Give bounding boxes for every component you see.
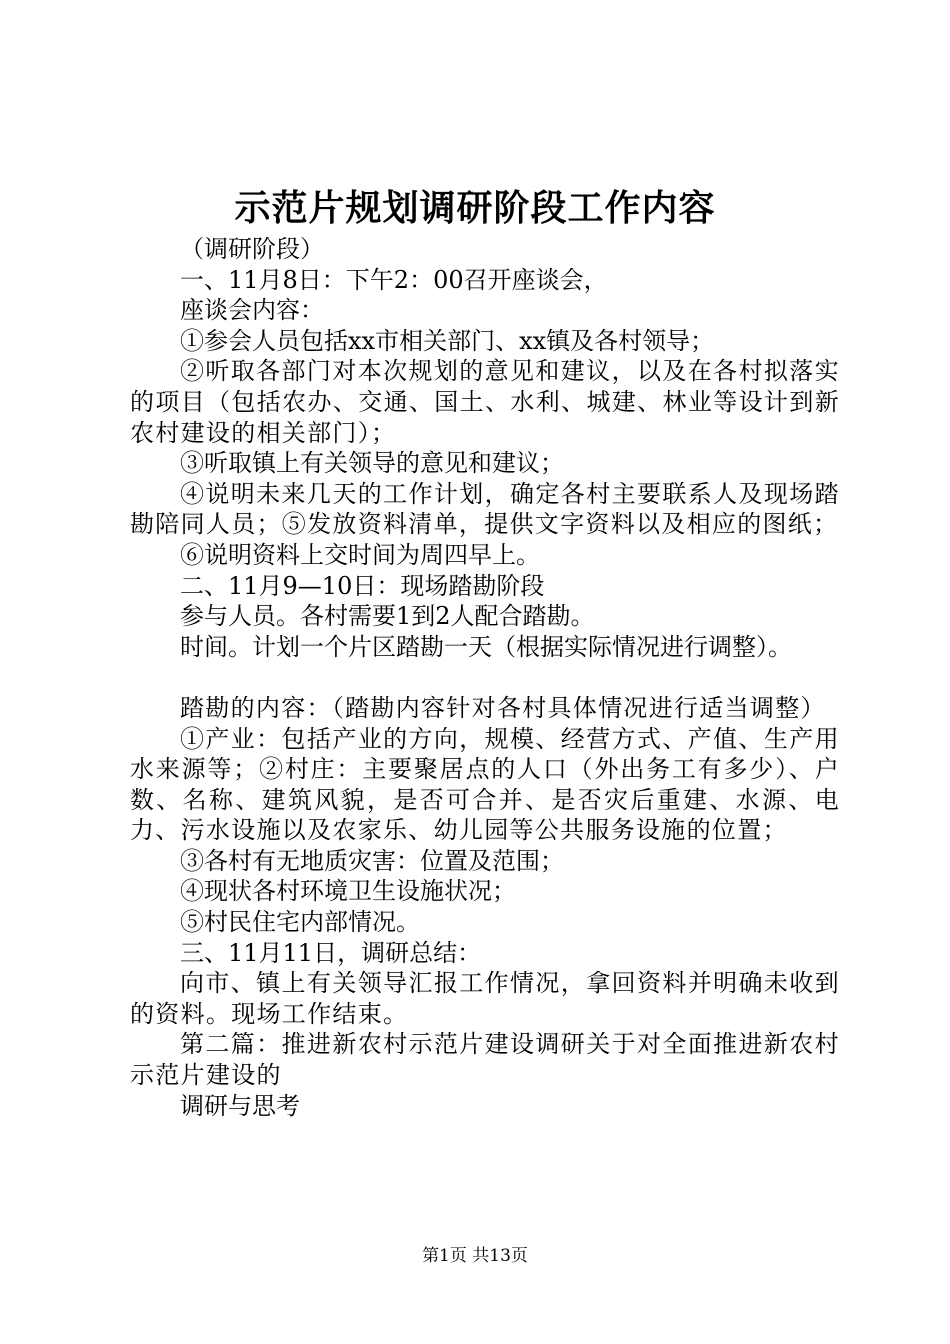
document-body (130, 234, 840, 1121)
paragraph-geo-hazard: ③各村有无地质灾害：位置及范围； (180, 846, 564, 875)
paragraph-item-4-5: ④说明未来几天的工作计划，确定各村主要联系人及现场踏勘陪同人员；⑤发放资料清单，提供文字资料以及相应的图纸； (130, 479, 840, 539)
paragraph-time: 时间。计划一个片区踏勘一天（根据实际情况进行调整）。 (180, 632, 792, 661)
paragraph-item-1: ①参会人员包括xx市相关部门、xx镇及各村领导； (180, 326, 715, 355)
paragraph-stage-label: （调研阶段） (180, 235, 324, 263)
paragraph-section-three-heading: 三、11月11日，调研总结： (180, 938, 482, 967)
document-title: 示范片规划调研阶段工作内容 (234, 187, 716, 229)
paragraph-item-6: ⑥说明资料上交时间为周四早上。 (180, 540, 540, 569)
paragraph-section-one-heading: 一、11月8日：下午2：00召开座谈会， (180, 265, 608, 294)
paragraph-survey-content: 踏勘的内容：（踏勘内容针对各村具体情况进行适当调整） (180, 693, 826, 722)
paragraph-meeting-content-label: 座谈会内容： (180, 296, 324, 325)
blank-line (130, 662, 840, 693)
paragraph-second-article: 第二篇：推进新农村示范片建设调研关于对全面推进新农村示范片建设的 (130, 1030, 840, 1090)
paragraph-item-3: ③听取镇上有关领导的意见和建议； (180, 449, 564, 478)
paragraph-item-2: ②听取各部门对本次规划的意见和建议，以及在各村拟落实的项目（包括农办、交通、国土、水利、城建、林业等设计到新农村建设的相关部门）； (130, 357, 840, 447)
paragraph-section-two-heading: 二、11月9—10日：现场踏勘阶段 (180, 571, 545, 600)
paragraph-participants: 参与人员。各村需要1到2人配合踏勘。 (180, 602, 595, 631)
page-footer: 第1页 共13页 (422, 1246, 528, 1266)
paragraph-industry-village: ①产业：包括产业的方向，规模、经营方式、产值、生产用水来源等；②村庄：主要聚居点的人口（外出务工有多少）、户数、名称、建筑风貌，是否可合并、是否灾后重建、水源、电力、污水设施以及农家乐、幼儿园等公共服务设施的位置； (130, 724, 840, 845)
paragraph-research-thinking: 调研与思考 (180, 1091, 300, 1120)
paragraph-housing: ⑤村民住宅内部情况。 (180, 908, 420, 937)
paragraph-sanitation: ④现状各村环境卫生设施状况； (180, 877, 516, 906)
paragraph-report: 向市、镇上有关领导汇报工作情况，拿回资料并明确未收到的资料。现场工作结束。 (130, 969, 840, 1028)
